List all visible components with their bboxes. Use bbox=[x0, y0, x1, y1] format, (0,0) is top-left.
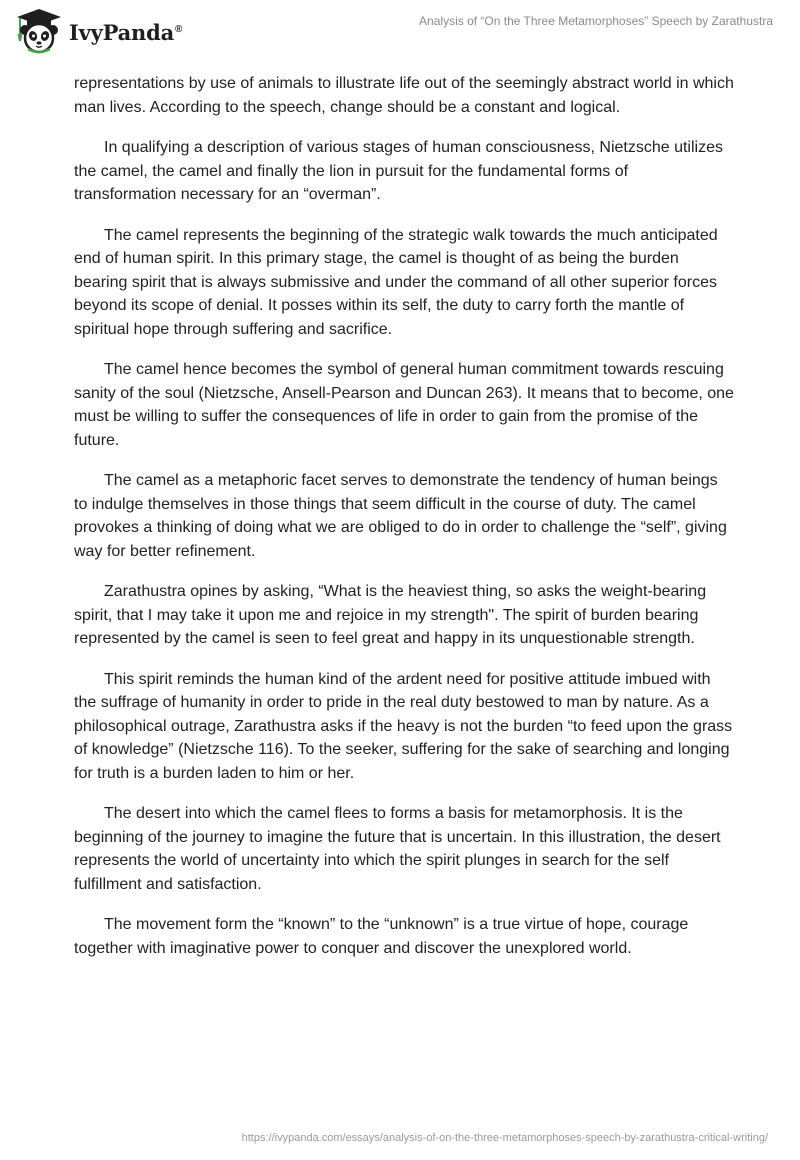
paragraph: representations by use of animals to illustrate life out of the seemingly abstract world in which man lives. According to the speech, change should be a constant and logical. bbox=[74, 75, 734, 116]
brand-name: IvyPanda® bbox=[69, 19, 183, 45]
paragraph: The camel as a metaphoric facet serves to demonstrate the tendency of human beings to indulge themselves in those things that seem difficult in the course of duty. The camel provokes a thinking of doing what we are obliged to do in order to challenge the “self”, giving way for better refinement. bbox=[74, 472, 727, 560]
registered-mark: ® bbox=[175, 23, 183, 35]
source-url[interactable]: https://ivypanda.com/essays/analysis-of-on-the-three-metamorphoses-speech-by-zarathustra-critical-writing/ bbox=[241, 1132, 768, 1144]
essay-body bbox=[74, 72, 734, 977]
brand-logo[interactable] bbox=[14, 8, 182, 54]
paragraph: Zarathustra opines by asking, “What is the heaviest thing, so asks the weight-bearing spirit, that I may take it upon me and rejoice in my strength". The spirit of burden bearing represented by the camel is seen to feel great and happy in its unquestionable strength. bbox=[74, 583, 707, 647]
page-header bbox=[0, 0, 800, 62]
paragraph: The camel hence becomes the symbol of general human commitment towards rescuing sanity of the soul (Nietzsche, Ansell-Pearson and Duncan 263). It means that to become, one must be willing to suffer the consequences of life in order to gain from the promise of the future. bbox=[74, 361, 734, 449]
paragraph: The camel represents the beginning of the strategic walk towards the much anticipated end of human spirit. In this primary stage, the camel is thought of as being the burden bearing spirit that is always submissive and under the command of all other superior forces beyond its scope of denial. It posses within its self, the duty to carry forth the mantle of spiritual hope through suffering and sacrifice. bbox=[74, 226, 718, 338]
paragraph: In qualifying a description of various stages of human consciousness, Nietzsche utilizes the camel, the camel and finally the lion in pursuit for the fundamental forms of transformation necessary for an “overman”. bbox=[74, 139, 723, 203]
panda-graduate-icon bbox=[14, 8, 64, 54]
paragraph: The desert into which the camel flees to forms a basis for metamorphosis. It is the beginning of the journey to imagine the future that is uncertain. In this illustration, the desert represents the world of uncertainty into which the spirit plunges in search for the self fulfillment and satisfaction. bbox=[74, 805, 721, 893]
document-title: Analysis of “On the Three Metamorphoses” Speech by Zarathustra bbox=[419, 14, 773, 28]
paragraph: This spirit reminds the human kind of the ardent need for positive attitude imbued with the suffrage of humanity in order to pride in the real duty bestowed to man by nature. As a philosophical outrage, Zarathustra asks if the heavy is not the burden “to feed upon the grass of knowledge” (Nietzsche 116). To the seeker, suffering for the sake of searching and longing for truth is a burden laden to him or her. bbox=[74, 670, 733, 782]
paragraph: The movement form the “known” to the “unknown” is a true virtue of hope, courage together with imaginative power to conquer and discover the unexplored world. bbox=[74, 916, 689, 957]
